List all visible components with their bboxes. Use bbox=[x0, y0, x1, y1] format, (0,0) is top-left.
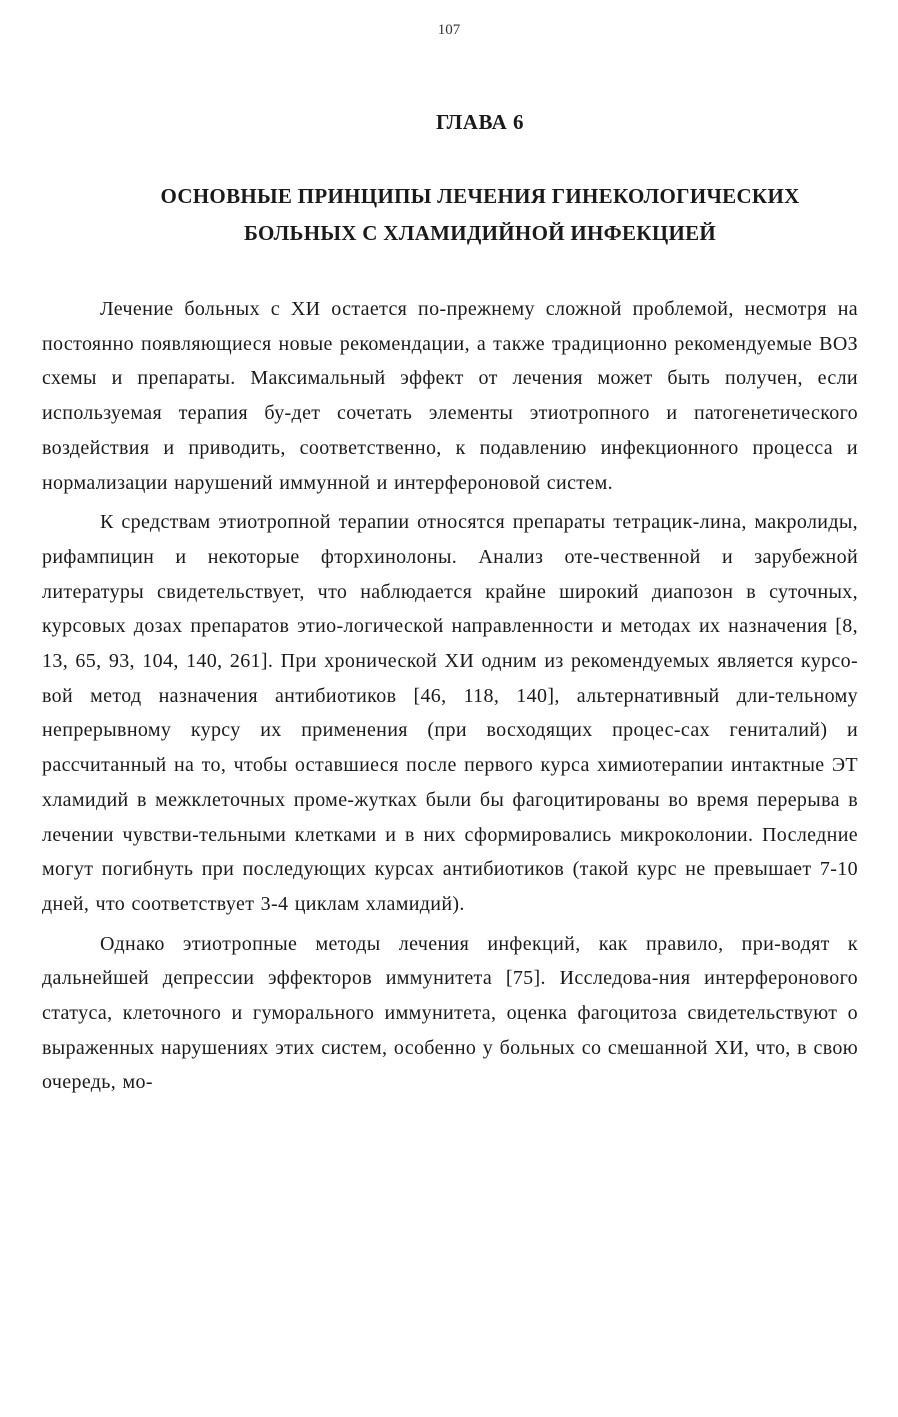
chapter-label: ГЛАВА 6 bbox=[435, 110, 525, 134]
paragraph-1: Лечение больных с ХИ остается по-прежнему сложной проблемой, несмотря на постоянно появляющиеся новые рекомендации, а также традиционно рекомендуемые ВОЗ схемы и препараты. Максимальный эффект от лечения может быть получен, если используемая терапия бу-дет сочетать элементы этиотропного и патогенетического воздействия и приводить, соответственно, к подавлению инфекционного процесса и нормализации нарушений иммунной и интерфероновой систем. bbox=[42, 298, 858, 494]
paragraph-2: К средствам этиотропной терапии относятся препараты тетрацик-лина, макролиды, рифампицин и некоторые фторхинолоны. Анализ оте-чественной и зарубежной литературы свидетельствует, что наблюдается крайне широкий диапозон в суточных, курсовых дозах препаратов этио-логической направленности и методах их назначения [8, 13, 65, 93, 104, 140, 261]. При хронической ХИ одним из рекомендуемых является курсо-вой метод назначения антибиотиков [46, 118, 140], альтернативный дли-тельному непрерывному курсу их применения (при восходящих процес-сах гениталий) и рассчитанный на то, чтобы оставшиеся после первого курса химиотерапии интактные ЭТ хламидий в межклеточных проме-жутках были бы фагоцитированы во время перерыва в лечении чувстви-тельными клетками и в них сформировались микроколонии. Последние могут погибнуть при последующих курсах антибиотиков (такой курс не превышает 7-10 дней, что соответствует 3-4 циклам хламидий). bbox=[42, 511, 858, 915]
paragraph-3: Однако этиотропные методы лечения инфекций, как правило, при-водят к дальнейшей депрессии эффекторов иммунитета [75]. Исследова-ния интерферонового статуса, клеточного и гуморального иммунитета, оценка фагоцитоза свидетельствуют о выраженных нарушениях этих систем, особенно у больных со смешанной ХИ, что, в свою очередь, мо- bbox=[42, 932, 858, 1094]
chapter-title bbox=[100, 178, 860, 252]
body-text bbox=[42, 292, 858, 1105]
chapter-title-line-1: ОСНОВНЫЕ ПРИНЦИПЫ ЛЕЧЕНИЯ ГИНЕКОЛОГИЧЕСКИХ bbox=[160, 184, 800, 208]
page-number: 107 bbox=[437, 22, 461, 38]
chapter-title-line-2: БОЛЬНЫХ С ХЛАМИДИЙНОЙ ИНФЕКЦИЕЙ bbox=[243, 221, 717, 245]
